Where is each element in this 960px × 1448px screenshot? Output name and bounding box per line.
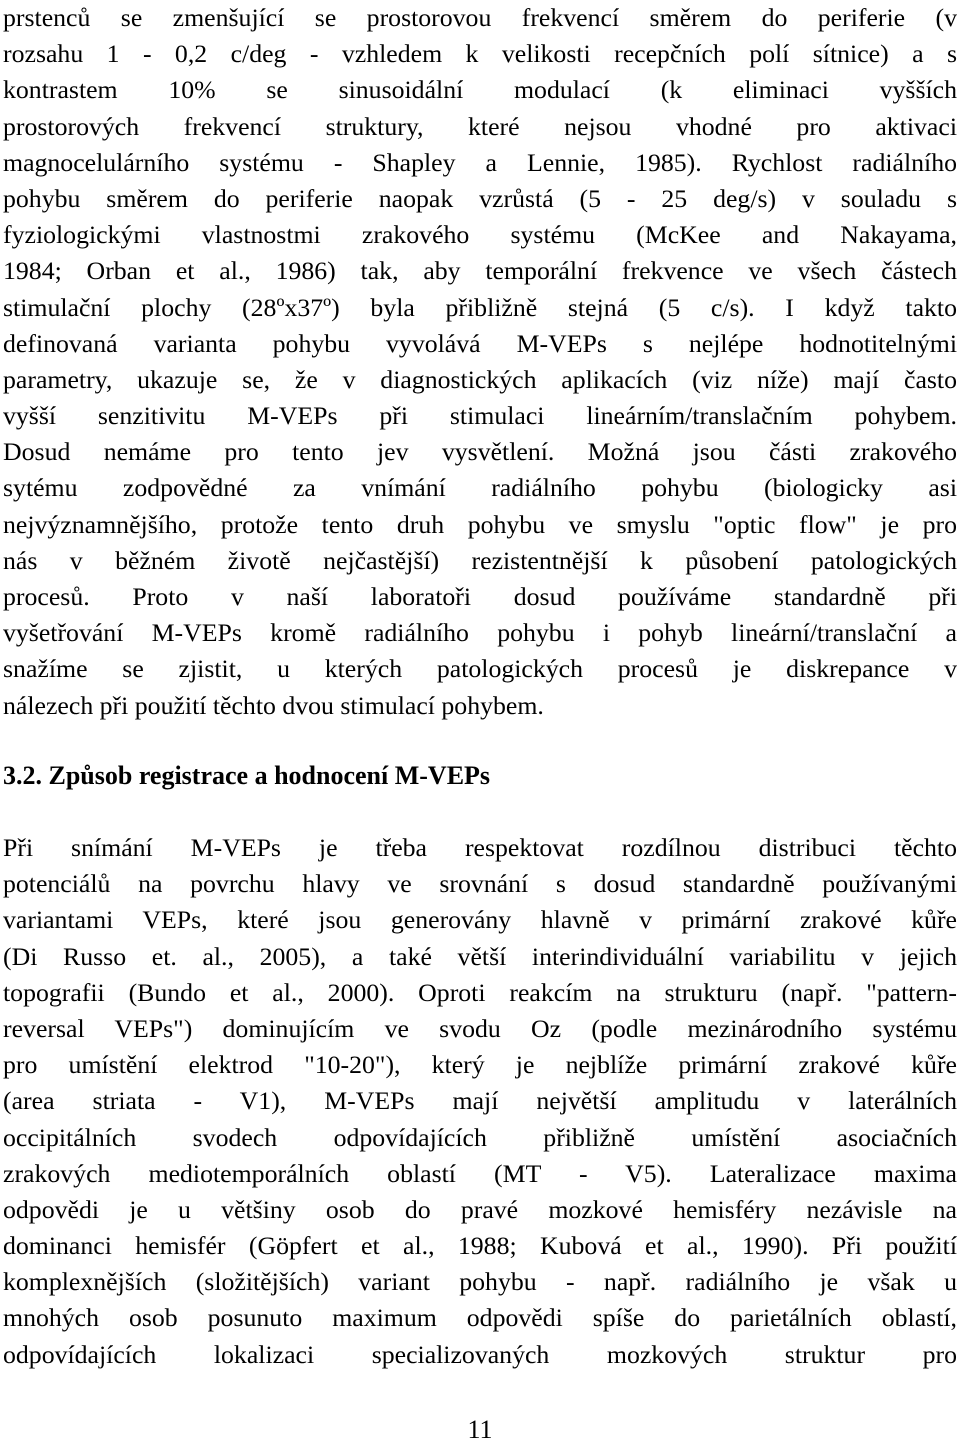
- text-line: sytému zodpovědné za vnímání radiálního pohybu (biologicky asi: [3, 473, 957, 503]
- text-line: 1984; Orban et al., 1986) tak, aby temporální frekvence ve všech částech: [3, 256, 957, 286]
- text-line: magnocelulárního systému - Shapley a Lennie, 1985). Rychlost radiálního: [3, 147, 957, 177]
- text-line: nálezech při použití těchto dvou stimulací pohybem.: [3, 690, 544, 720]
- text-line: pohybu směrem do periferie naopak vzrůstá (5 - 25 deg/s) v souladu s: [3, 183, 957, 213]
- text-line: nejvýznamnějšího, protože tento druh pohybu ve smyslu "optic flow" je pro: [3, 509, 957, 539]
- text-line: pro umístění elektrod "10-20"), který je nejblíže primární zrakové kůře: [3, 1050, 957, 1080]
- text-line: vyšší senzitivitu M-VEPs při stimulaci lineárním/translačním pohybem.: [3, 401, 957, 431]
- text-line: zrakových mediotemporálních oblastí (MT - V5). Lateralizace maxima: [3, 1158, 957, 1188]
- text-line: prostorových frekvencí struktury, které nejsou vhodné pro aktivaci: [3, 111, 957, 141]
- text-line: occipitálních svodech odpovídajících přibližně umístění asociačních: [3, 1122, 957, 1152]
- text-line: mnohých osob posunuto maximum odpovědi spíše do parietálních oblastí,: [3, 1303, 957, 1333]
- text-line: Při snímání M-VEPs je třeba respektovat rozdílnou distribuci těchto: [3, 833, 957, 862]
- text-line: parametry, ukazuje se, že v diagnostických aplikacích (viz níže) mají často: [3, 364, 957, 394]
- paragraph-registration: [3, 830, 957, 1373]
- text-line: procesů. Proto v naší laboratoři dosud používáme standardně při: [3, 582, 957, 611]
- paragraph-motion-stimulus: [3, 0, 957, 724]
- text-line: odpovědi je u většiny osob do pravé mozkové hemisféry nezávisle na: [3, 1194, 957, 1224]
- text-line: fyziologickými vlastnostmi zrakového systému (McKee and Nakayama,: [3, 220, 957, 250]
- text-line: kontrastem 10% se sinusoidální modulací (k eliminaci vyšších: [3, 75, 957, 105]
- text-line: variantami VEPs, které jsou generovány hlavně v primární zrakové kůře: [3, 905, 957, 935]
- text-line: nás v běžném životě nejčastější) rezistentnější k působení patologických: [3, 545, 957, 575]
- text-line: prstenců se zmenšující se prostorovou frekvencí směrem do periferie (v: [3, 3, 957, 32]
- text-line: snažíme se zjistit, u kterých patologických procesů je diskrepance v: [3, 654, 957, 684]
- text-line: reversal VEPs") dominujícím ve svodu Oz (podle mezinárodního systému: [3, 1013, 957, 1043]
- text-line: topografii (Bundo et al., 2000). Oproti reakcím na strukturu (např. "pattern-: [3, 977, 957, 1007]
- section-heading: 3.2. Způsob registrace a hodnocení M-VEPs: [3, 761, 491, 790]
- text-line: potenciálů na povrchu hlavy ve srovnání s dosud standardně používanými: [3, 869, 957, 899]
- page-number: 11: [467, 1415, 493, 1444]
- text-line: dominanci hemisfér (Göpfert et al., 1988; Kubová et al., 1990). Při použití: [3, 1231, 957, 1261]
- text-line: stimulační plochy (28ºx37º) byla přibližně stejná (5 c/s). I když takto: [3, 292, 957, 322]
- text-line: (Di Russo et. al., 2005), a také větší interindividuální variabilitu v jejich: [3, 941, 957, 971]
- text-line: definovaná varianta pohybu vyvolává M-VEPs s nejlépe hodnotitelnými: [3, 328, 957, 358]
- text-line: komplexnějších (složitějších) variant pohybu - např. radiálního je však u: [3, 1267, 957, 1297]
- text-line: vyšetřování M-VEPs kromě radiálního pohybu i pohyb lineární/translační a: [3, 618, 957, 648]
- text-line: odpovídajících lokalizaci specializovaných mozkových struktur pro: [3, 1339, 957, 1369]
- text-line: Dosud nemáme pro tento jev vysvětlení. Možná jsou části zrakového: [3, 437, 957, 467]
- text-line: rozsahu 1 - 0,2 c/deg - vzhledem k velikosti recepčních polí sítnice) a s: [3, 39, 957, 69]
- text-line: (area striata - V1), M-VEPs mají největší amplitudu v laterálních: [3, 1086, 957, 1116]
